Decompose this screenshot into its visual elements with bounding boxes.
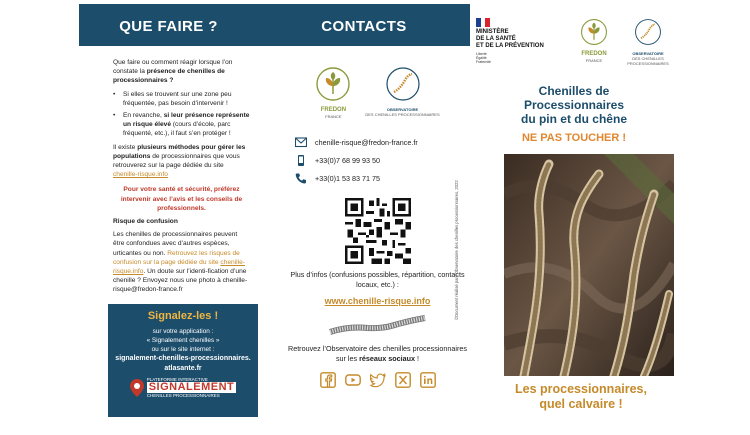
- observatoire-name: OBSERVATOIRE: [632, 51, 664, 56]
- intro-bold: présence de chenilles de processionnaires ?: [113, 68, 225, 85]
- signal-app-name: « Signalement chenilles »: [146, 337, 220, 344]
- ministere-line: MINISTÈRE: [476, 29, 509, 35]
- methods-text: de processionnaires que vous retrouverez sur la page dédiée du site: [113, 152, 240, 170]
- cover-tagline-line: quel calvaire !: [539, 397, 623, 411]
- signal-box: [108, 304, 258, 417]
- qr-code[interactable]: [345, 198, 411, 264]
- social-text-c: !: [415, 354, 420, 363]
- ministere-logo: [476, 18, 544, 64]
- envelope-icon: [295, 137, 307, 148]
- signal-line: sur votre application :: [152, 328, 214, 335]
- social-icons: [285, 372, 470, 388]
- cover-title-line: du pin et du chêne: [520, 112, 627, 126]
- social-text-bold: réseaux sociaux: [359, 354, 416, 363]
- professional-warning: Pour votre santé et sécurité, préférez intervenir avec l’avis et les conseils de professionnels.: [120, 186, 243, 212]
- partner-logos: [285, 66, 470, 119]
- fredon-logo: [315, 66, 351, 119]
- devise-line: Fraternité: [476, 60, 491, 64]
- advice-item: [113, 111, 250, 139]
- contact-phone[interactable]: +33(0)1 53 83 71 75: [315, 174, 380, 183]
- left-body: [80, 46, 258, 295]
- contact-list: [295, 137, 470, 184]
- fredon-name: FREDON: [320, 107, 347, 113]
- french-flag-icon: [476, 18, 490, 27]
- credit-text: ©Document réalisé par l’Observatoire des chenilles processionnaires, 2022: [454, 180, 459, 320]
- advice-text: En revanche,: [123, 112, 164, 120]
- twitter-bird-icon[interactable]: [370, 372, 386, 388]
- fredon-name: FREDON: [581, 51, 607, 57]
- contacts-header: CONTACTS: [258, 4, 470, 46]
- mobile-phone-icon: [295, 155, 307, 166]
- ministere-line: DE LA SANTÉ: [476, 36, 516, 42]
- cover-title-line: Processionnaires: [523, 98, 625, 112]
- contact-mobile[interactable]: +33(0)7 68 99 93 50: [315, 156, 380, 165]
- advice-text: Si elles se trouvent sur une zone peu fréquentée, pas besoin d’intervenir !: [123, 90, 232, 107]
- fredon-leaf-icon: [315, 66, 351, 102]
- advice-bold: si leur présence représente un risque élevé: [123, 112, 250, 129]
- linkedin-icon[interactable]: [420, 372, 436, 388]
- observatoire-logo: [365, 66, 439, 119]
- observatoire-logo-cover: [626, 18, 670, 66]
- fredon-sub: FRANCE: [585, 58, 603, 63]
- more-info-text: Plus d’infos (confusions possibles, répartition, contacts locaux, etc.) :: [290, 270, 465, 289]
- signal-line: ou sur le site internet :: [151, 346, 215, 353]
- cover-tagline-line: Les processionnaires,: [514, 382, 647, 396]
- confusion-paragraph: [113, 230, 250, 294]
- signalement-logo-sub: CHENILLES PROCESSIONNAIRES: [146, 393, 220, 398]
- methods-link[interactable]: chenille-risque.info: [113, 171, 168, 179]
- observatoire-sub: DES CHENILLES PROCESSIONNAIRES: [365, 112, 440, 117]
- cover-title-line: Chenilles de: [538, 84, 610, 98]
- cover-tagline: [492, 382, 670, 412]
- contact-phone-row[interactable]: [295, 173, 470, 184]
- signalement-logo-small: PLATEFORME INTERACTIVE: [146, 377, 208, 382]
- left-panel: [80, 4, 258, 431]
- caterpillar-photo: [504, 154, 674, 376]
- vertical-credit: [454, 160, 464, 320]
- fredon-sub: FRANCE: [325, 114, 342, 119]
- advice-item: [113, 90, 250, 108]
- caterpillar-illustration: [328, 314, 428, 340]
- intro-paragraph: [113, 58, 250, 86]
- signal-site[interactable]: atlasante.fr: [164, 364, 202, 372]
- confusion-text: Les chenilles de processionnaires peuvent être confondues avec d’autres espèces, urticantes ou non.: [113, 231, 238, 257]
- devise-line: Liberté: [476, 52, 487, 56]
- observatoire-sub: DES CHENILLES PROCESSIONNAIRES: [627, 56, 669, 66]
- methods-bold: plusieurs méthodes pour gérer les populations: [113, 143, 246, 160]
- contact-email[interactable]: chenille-risque@fredon-france.fr: [315, 138, 418, 147]
- fredon-leaf-icon: [580, 18, 608, 46]
- signalement-logo-text: [147, 377, 237, 398]
- social-text: [285, 344, 470, 364]
- right-panel: [470, 4, 670, 431]
- middle-panel: [285, 4, 470, 431]
- intro-text: Que faire ou comment réagir lorsque l’on constate la: [113, 59, 233, 76]
- do-not-touch-warning: NE PAS TOUCHER !: [521, 132, 627, 144]
- confusion-orange: Retrouvez les risques de confusion sur la page dédiée du site: [113, 249, 240, 266]
- observatoire-caterpillar-icon: [385, 66, 421, 102]
- methods-paragraph: [113, 143, 250, 180]
- confusion-link[interactable]: chenille-risque.info: [113, 258, 245, 276]
- phone-icon: [295, 173, 307, 184]
- x-icon[interactable]: [395, 372, 411, 388]
- signalement-logo: [108, 377, 258, 398]
- devise-line: Égalité: [476, 56, 487, 60]
- signal-title: Signalez-les !: [147, 310, 219, 322]
- website-link[interactable]: www.chenille-risque.info: [324, 296, 431, 306]
- contact-mobile-row[interactable]: [295, 155, 470, 166]
- youtube-icon[interactable]: [345, 372, 361, 388]
- advice-list: [113, 90, 250, 139]
- methods-text: Il existe: [113, 143, 138, 151]
- map-pin-icon: [130, 379, 144, 397]
- contact-email-row[interactable]: [295, 137, 470, 148]
- signal-site[interactable]: signalement-chenilles-processionnaires.: [115, 355, 251, 362]
- facebook-icon[interactable]: [320, 372, 336, 388]
- que-faire-header: QUE FAIRE ?: [79, 4, 258, 46]
- confusion-text: . Un doute sur l’identi-fication d’une chenille ? Envoyez nous une photo à chenille-risque@fredon-france.fr: [113, 268, 248, 294]
- advice-text: (cours d’école, parc fréquenté, etc.), il faut s’en protéger !: [123, 121, 231, 138]
- observatoire-caterpillar-icon: [634, 18, 662, 46]
- signalement-logo-big: SIGNALEMENT: [148, 381, 235, 393]
- fredon-logo-cover: [580, 18, 608, 63]
- ministere-line: ET DE LA PRÉVENTION: [476, 43, 544, 49]
- social-text-a: Retrouvez l’Observatoire des chenilles processionnaires sur les: [288, 344, 467, 363]
- observatoire-name: OBSERVATOIRE: [386, 107, 419, 112]
- cover-logos: [476, 18, 670, 68]
- cover-title: [488, 84, 660, 126]
- confusion-heading: Risque de confusion: [113, 218, 178, 226]
